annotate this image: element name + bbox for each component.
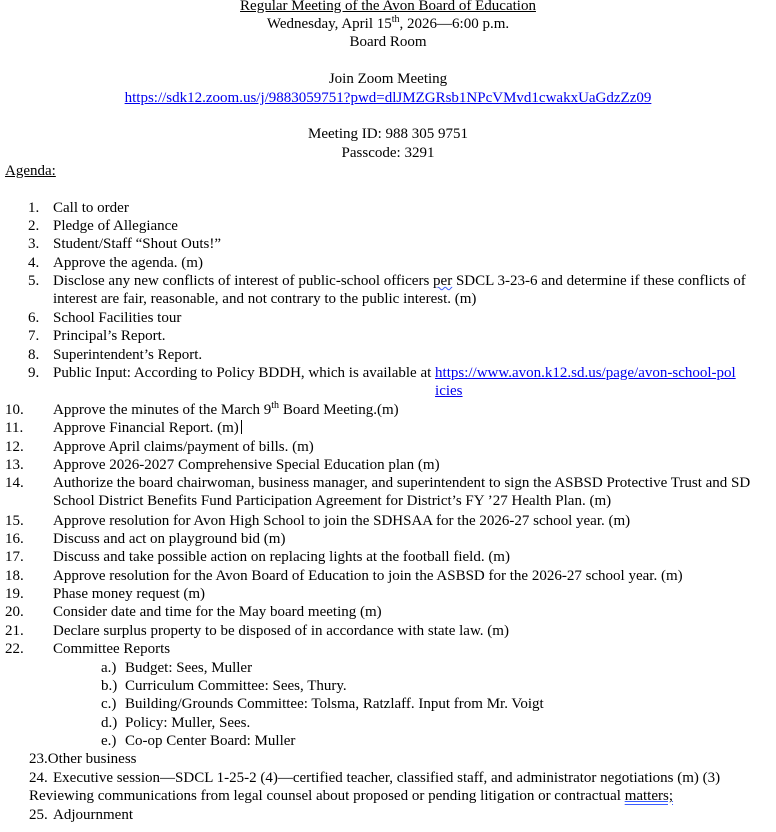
item-number: 11. (5, 420, 24, 436)
sub-item: Budget: Sees, Muller (125, 660, 253, 676)
agenda-label: Agenda: (5, 163, 56, 179)
sub-item: Policy: Muller, Sees. (125, 715, 251, 731)
sub-item: Co-op Center Board: Muller (125, 733, 296, 749)
meeting-id: Meeting ID: 988 305 9751 (308, 126, 468, 142)
zoom-link[interactable]: https://sdk12.zoom.us/j/9883059751?pwd=dlJMZGRsb1NPcVMvd1cwakxUaGdzZz09 (124, 90, 652, 106)
item-number: 8. (28, 347, 40, 363)
list-item: Phase money request (m) (53, 586, 206, 602)
item-number: 4. (28, 255, 40, 271)
list-item: Superintendent’s Report. (53, 347, 203, 363)
list-item: Principal’s Report. (53, 328, 166, 344)
list-item: Executive session—SDCL 1-25-2 (4)—certified teacher, classified staff, and administrator negotiations (m) (3) Reviewing communications from legal counsel about proposed or pending litigation or contractual matters; (29, 770, 721, 805)
item-number: 6. (28, 310, 40, 326)
passcode: Passcode: 3291 (341, 145, 435, 161)
list-item: Committee Reports (53, 641, 171, 657)
sub-item: Building/Grounds Committee: Tolsma, Ratzlaff. Input from Mr. Voigt (125, 696, 544, 712)
item-number: 2. (28, 218, 40, 234)
list-item: Disclose any new conflicts of interest of public-school officers per SDCL 3-23-6 and determine if these conflicts of interest are fair, reasonable, and not contrary to the public interest. (m) (53, 273, 746, 308)
policies-link[interactable]: https://www.avon.k12.sd.us/page/avon-school-policies (435, 365, 736, 399)
list-item: Approve 2026-2027 Comprehensive Special Education plan (m) (53, 457, 440, 473)
item-number: 21. (5, 623, 24, 639)
sub-item-letter: b.) (101, 678, 118, 694)
sub-item-letter: e.) (101, 733, 117, 749)
meeting-location: Board Room (349, 34, 427, 50)
sub-item: Curriculum Committee: Sees, Thury. (125, 678, 347, 694)
meeting-title: Regular Meeting of the Avon Board of Education (240, 0, 536, 14)
meeting-date: Wednesday, April 15th, 2026—6:00 p.m. (266, 14, 510, 32)
list-item: Approve resolution for Avon High School to join the SDHSAA for the 2026-27 school year. (m) (53, 513, 631, 529)
item-number: 17. (5, 549, 24, 565)
item-number: 13. (5, 457, 24, 473)
text-cursor (241, 420, 242, 434)
item-number: 22. (5, 641, 24, 657)
item-number: 9. (28, 365, 40, 381)
item-number: 15. (5, 513, 24, 529)
list-item: Public Input: According to Policy BDDH, which is available at https://www.avon.k12.sd.us/page/avon-school-policies (53, 365, 736, 399)
zoom-link-row (0, 89, 776, 107)
list-item: Approve Financial Report. (m) (53, 419, 242, 437)
list-item: Approve resolution for the Avon Board of Education to join the ASBSD for the 2026-27 school year. (m) (53, 568, 683, 584)
list-item: Pledge of Allegiance (53, 218, 178, 234)
list-item: School Facilities tour (53, 310, 182, 326)
item-number: 20. (5, 604, 24, 620)
list-item: Discuss and act on playground bid (m) (53, 531, 286, 547)
list-item: Adjournment (53, 807, 133, 823)
sub-item-letter: a.) (101, 660, 117, 676)
list-item: Consider date and time for the May board meeting (m) (53, 604, 382, 620)
list-item: Call to order (53, 200, 129, 216)
item-number: 14. (5, 475, 24, 491)
list-item: Student/Staff “Shout Outs!” (53, 236, 222, 252)
zoom-heading: Join Zoom Meeting (328, 71, 448, 87)
list-item: Approve the agenda. (m) (53, 255, 203, 271)
item-number: 3. (28, 236, 40, 252)
sub-item-letter: c.) (101, 696, 117, 712)
item-number: 24. (29, 770, 48, 786)
item-number: 1. (28, 200, 40, 216)
item-number: 10. (5, 402, 24, 418)
item-number: 18. (5, 568, 24, 584)
list-item: 23.Other business (29, 751, 137, 767)
item-number: 12. (5, 439, 24, 455)
item-number: 16. (5, 531, 24, 547)
list-item: Approve April claims/payment of bills. (m) (53, 439, 314, 455)
item-number: 19. (5, 586, 24, 602)
sub-item-letter: d.) (101, 715, 118, 731)
item-number: 7. (28, 328, 40, 344)
list-item: Discuss and take possible action on replacing lights at the football field. (m) (53, 549, 510, 565)
item-number: 25. (29, 807, 48, 823)
list-item: Approve the minutes of the March 9th Board Meeting.(m) (53, 400, 399, 418)
list-item: Authorize the board chairwoman, business manager, and superintendent to sign the ASBSD Protective Trust and SD School District Benefits Fund Participation Agreement for District’s FY ’27 Health Plan. (m) (53, 475, 751, 510)
item-number: 5. (28, 273, 40, 289)
list-item: Declare surplus property to be disposed of in accordance with state law. (m) (53, 623, 509, 639)
